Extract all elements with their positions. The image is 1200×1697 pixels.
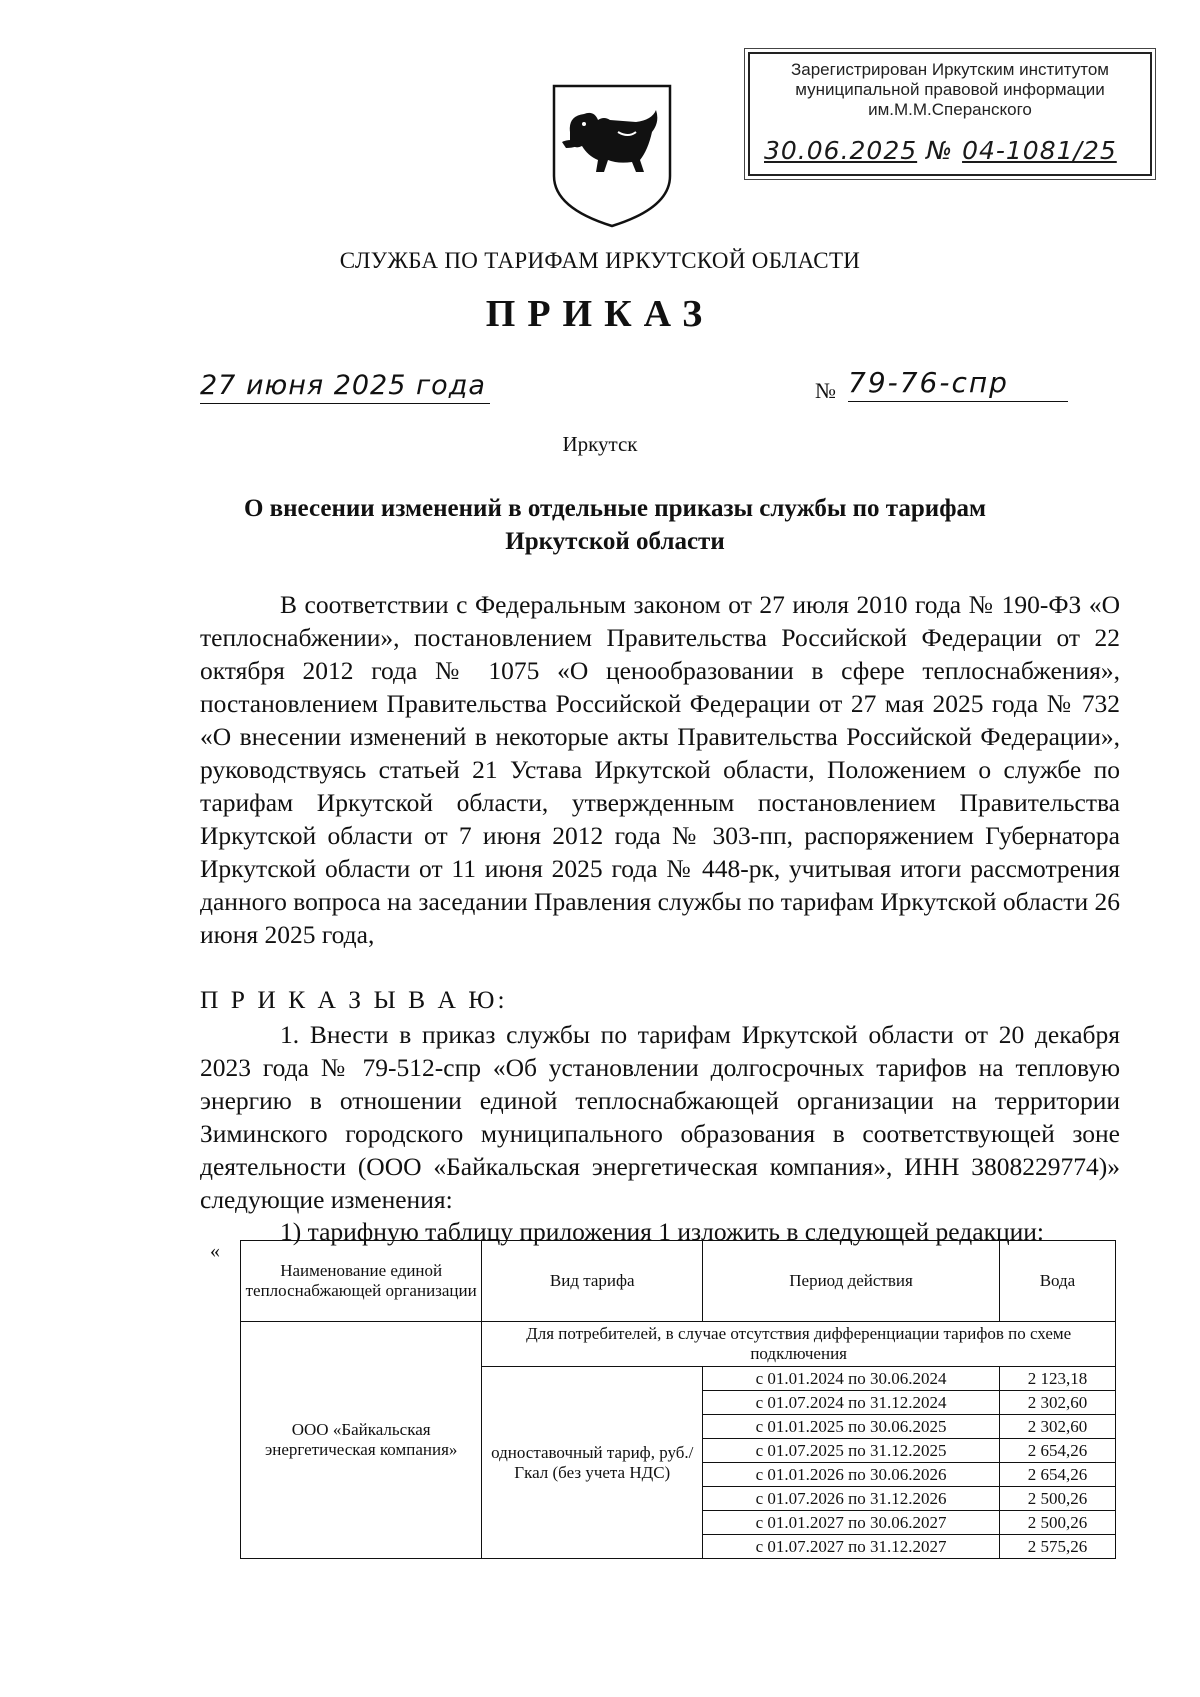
tariff-type-cell: одноставочный тариф, руб./Гкал (без учета НДС): [482, 1367, 703, 1559]
period-cell: с 01.01.2026 по 30.06.2026: [703, 1463, 1000, 1487]
stamp-line-2: муниципальной правовой информации: [795, 80, 1105, 99]
registration-stamp: [748, 52, 1152, 176]
period-cell: с 01.01.2027 по 30.06.2027: [703, 1511, 1000, 1535]
order-number-handwritten: 79-76-спр: [848, 366, 1068, 402]
stamp-handwritten-date: 30.06.2025: [764, 136, 918, 165]
value-cell: 2 575,26: [999, 1535, 1115, 1559]
value-cell: 2 654,26: [999, 1439, 1115, 1463]
document-title: ПРИКАЗ: [485, 293, 715, 335]
period-cell: с 01.07.2027 по 31.12.2027: [703, 1535, 1000, 1559]
item-1-1-paragraph: 1) тарифную таблицу приложения 1 изложить в следующей редакции:: [280, 1217, 1044, 1246]
period-cell: с 01.07.2025 по 31.12.2025: [703, 1439, 1000, 1463]
order-number-sign: №: [815, 378, 836, 403]
stamp-line-3: им.М.М.Сперанского: [868, 100, 1032, 119]
table-open-quote: «: [210, 1240, 220, 1262]
period-cell: с 01.07.2024 по 31.12.2024: [703, 1391, 1000, 1415]
period-cell: с 01.07.2026 по 31.12.2026: [703, 1487, 1000, 1511]
coat-of-arms-emblem: [548, 80, 676, 230]
order-subject: О внесении изменений в отдельные приказы службы по тарифам Иркутской области: [243, 495, 987, 555]
tariff-table: [240, 1240, 1116, 1559]
order-date-handwritten: 27 июня 2025 года: [200, 370, 490, 404]
value-cell: 2 123,18: [999, 1367, 1115, 1391]
city-name: Иркутск: [562, 432, 638, 456]
stamp-line-1: Зарегистрирован Иркутским институтом: [790, 60, 1109, 79]
value-cell: 2 654,26: [999, 1463, 1115, 1487]
period-cell: с 01.01.2024 по 30.06.2024: [703, 1367, 1000, 1391]
header-organization: Наименование единой теплоснабжающей организации: [241, 1241, 482, 1322]
header-period: Период действия: [703, 1241, 1000, 1322]
table-row: [241, 1322, 1116, 1367]
value-cell: 2 302,60: [999, 1391, 1115, 1415]
item-1-paragraph: 1. Внести в приказ службы по тарифам Иркутской области от 20 декабря 2023 года № 79-512-спр «Об установлении долгосрочных тарифов на тепловую энергию в отношении единой теплоснабжающей организации на территории Зиминского городского муниципального образования в соответствующей зоне деятельности (ООО «Байкальская энергетическая компания», ИНН 3808229774)» следующие изменения:: [200, 1020, 1120, 1214]
value-cell: 2 500,26: [999, 1487, 1115, 1511]
header-tariff-type: Вид тарифа: [482, 1241, 703, 1322]
stamp-handwritten-entry: [764, 136, 1134, 165]
value-cell: 2 302,60: [999, 1415, 1115, 1439]
order-word: П Р И К А З Ы В А Ю:: [200, 985, 508, 1014]
stamp-handwritten-number: 04-1081/25: [962, 136, 1117, 165]
period-cell: с 01.01.2025 по 30.06.2025: [703, 1415, 1000, 1439]
table-header-row: [241, 1241, 1116, 1322]
stamp-number-label: №: [926, 136, 954, 165]
value-cell: 2 500,26: [999, 1511, 1115, 1535]
organization-name: СЛУЖБА ПО ТАРИФАМ ИРКУТСКОЙ ОБЛАСТИ: [339, 248, 861, 273]
consumer-note-cell: Для потребителей, в случае отсутствия дифференциации тарифов по схеме подключения: [482, 1322, 1116, 1367]
organization-cell: ООО «Байкальская энергетическая компания»: [241, 1322, 482, 1559]
preamble-paragraph: В соответствии с Федеральным законом от 27 июля 2010 года № 190-ФЗ «О теплоснабжении», постановлением Правительства Российской Федерации от 22 октября 2012 года № 1075 «О ценообразовании в сфере теплоснабжения», постановлением Правительства Российской Федерации от 27 мая 2025 года № 732 «О внесении изменений в некоторые акты Правительства Российской Федерации», руководствуясь статьей 21 Устава Иркутской области, Положением о службе по тарифам Иркутской области, утвержденным постановлением Правительства Иркутской области от 7 июня 2012 года № 303-пп, распоряжением Губернатора Иркутской области от 11 июня 2025 года № 448-рк, учитывая итоги рассмотрения данного вопроса на заседании Правления службы по тарифам Иркутской области 26 июня 2025 года,: [200, 590, 1120, 949]
header-water: Вода: [999, 1241, 1115, 1322]
